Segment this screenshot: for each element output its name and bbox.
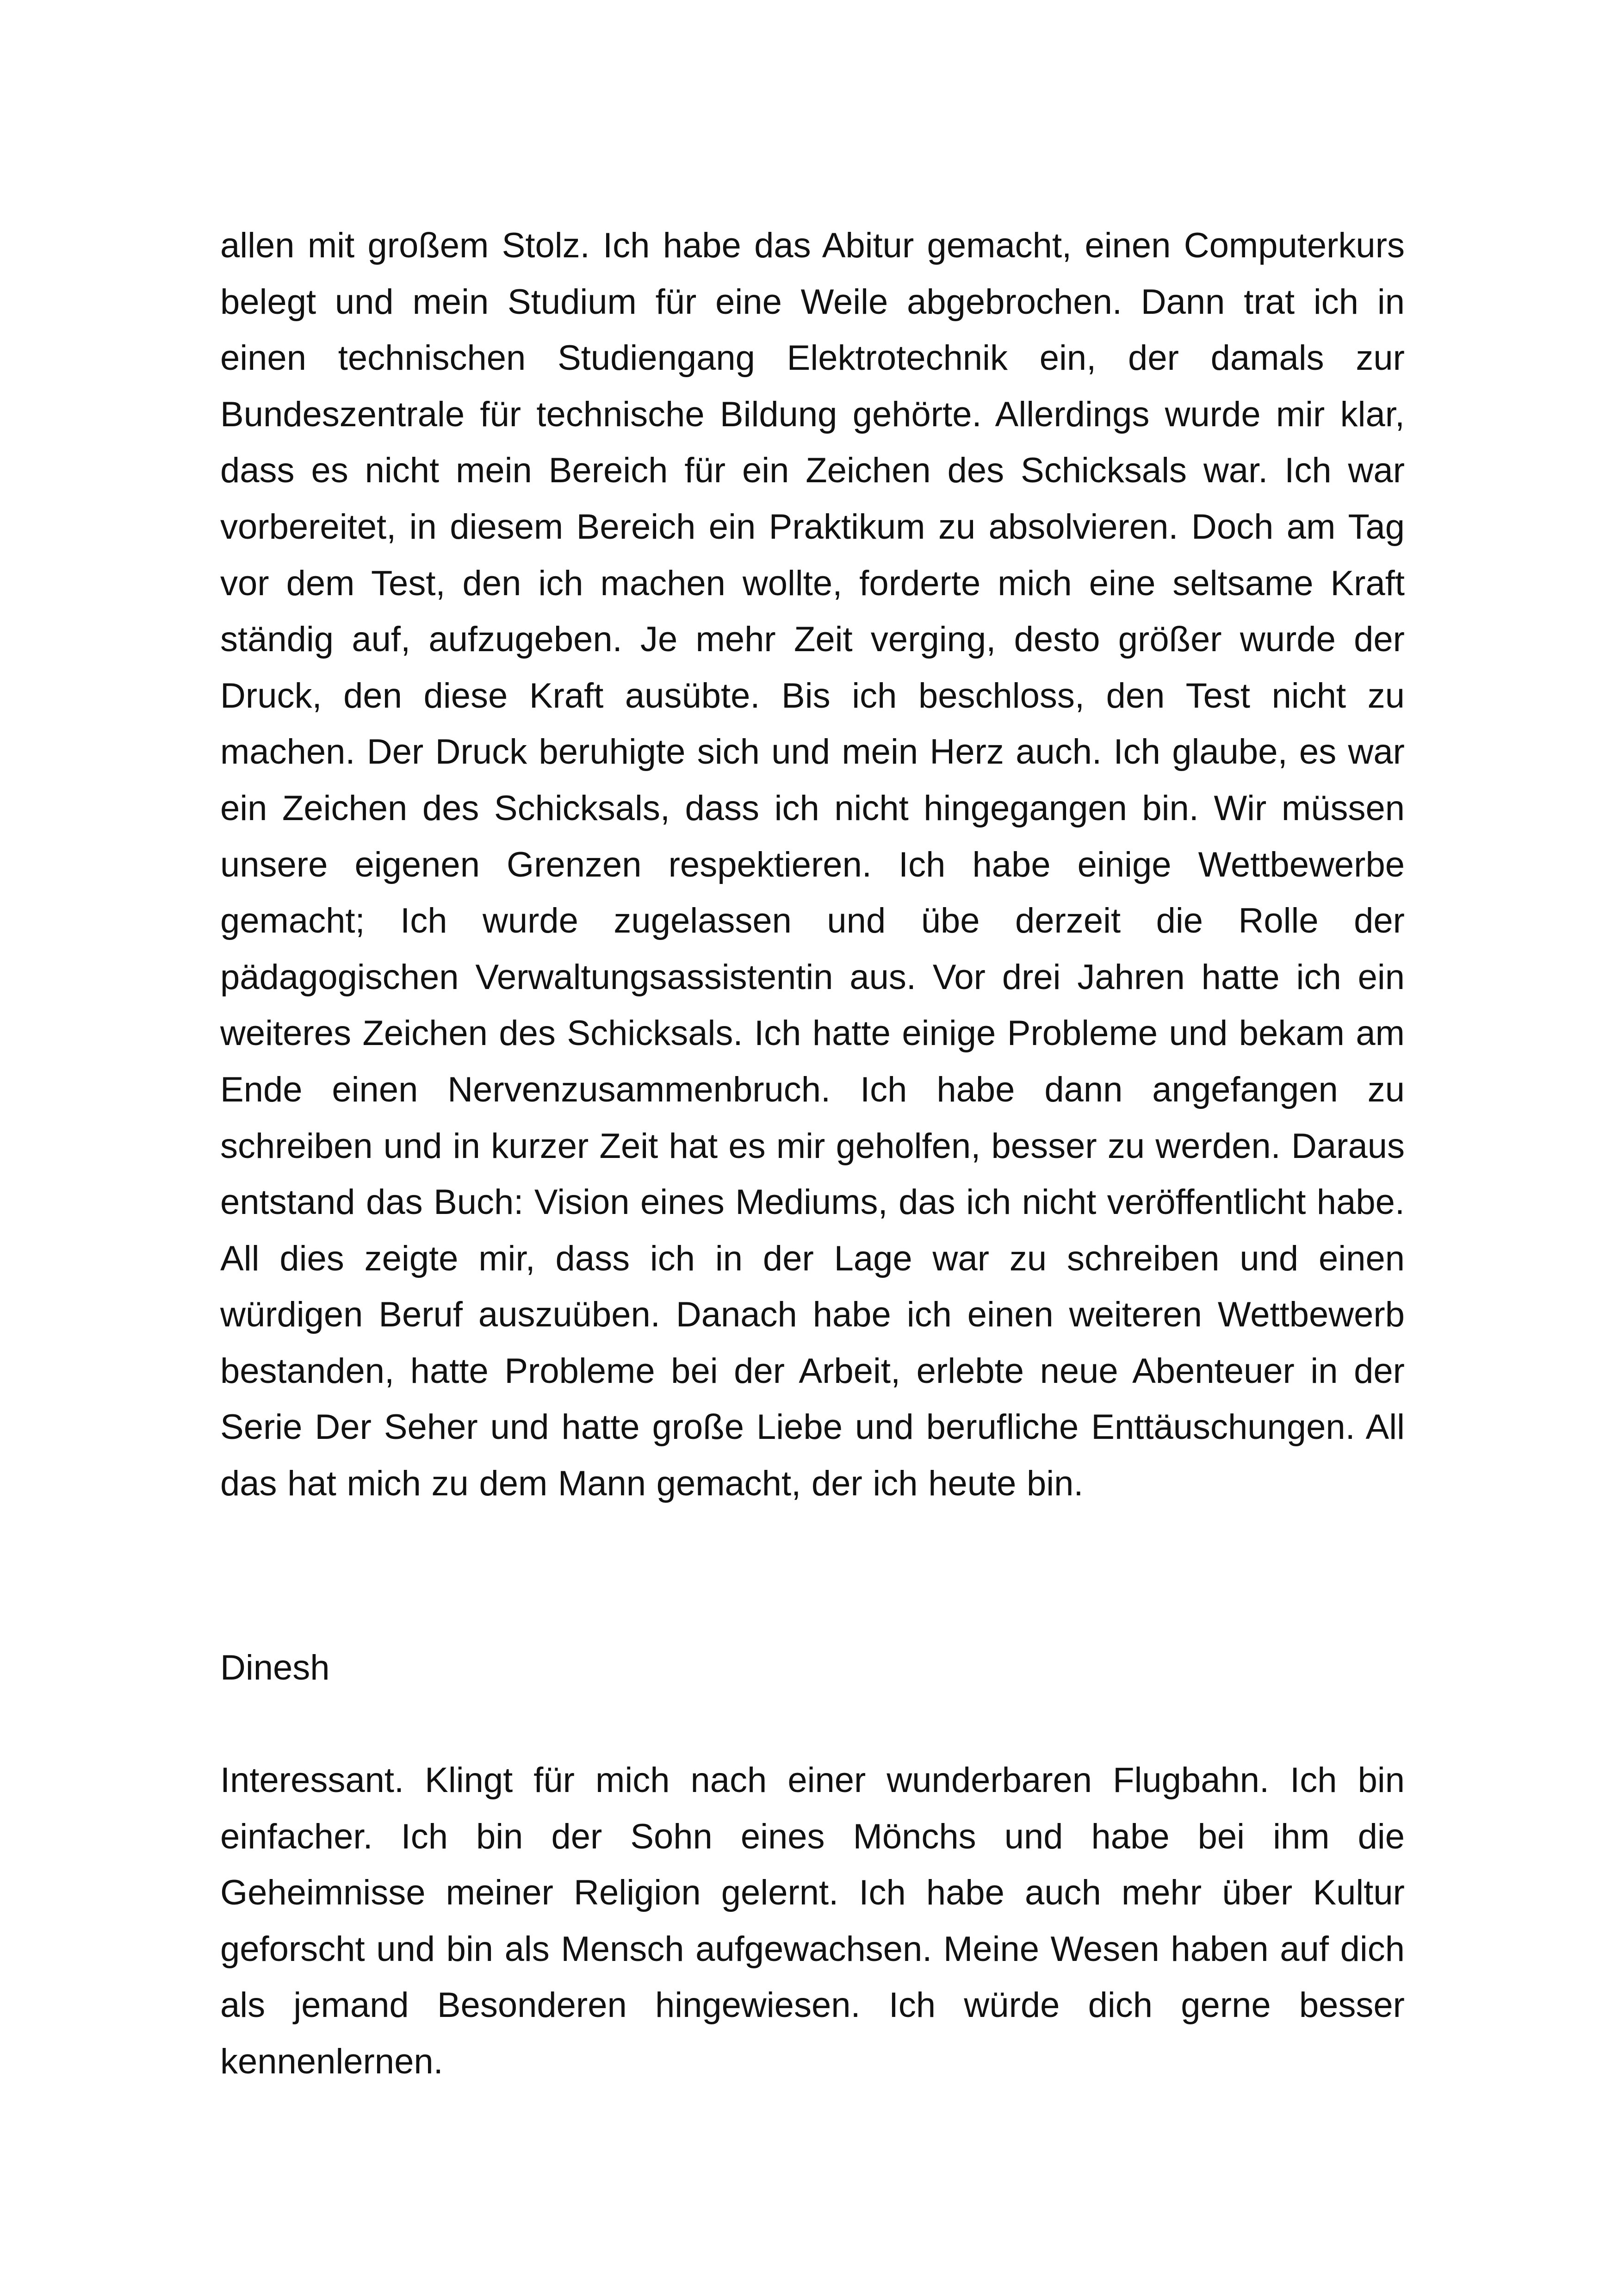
paragraph-text: Interessant. Klingt für mich nach einer wunderbaren Flugbahn. Ich bin einfacher. Ich bin der Sohn eines Mönchs und habe bei ihm die Geheimnisse meiner Religion gelernt. Ich habe auch mehr über Kultur geforscht und bin als Mensch aufgewachsen. Meine Wesen haben auf dich als jemand Besonderen hingewiesen. Ich würde dich gerne besser kennenlernen. (220, 1761, 1405, 2081)
reply-paragraph (220, 1752, 1405, 2090)
speaker-label: Dinesh (220, 1648, 330, 1687)
paragraph-text: allen mit großem Stolz. Ich habe das Abitur gemacht, einen Computerkurs belegt und mein Studium für eine Weile abgebrochen. Dann trat ich in einen technischen Studiengang Elektrotechnik ein, der damals zur Bundeszentrale für technische Bildung gehörte. Allerdings wurde mir klar, dass es nicht mein Bereich für ein Zeichen des Schicksals war. Ich war vorbereitet, in diesem Bereich ein Praktikum zu absolvieren. Doch am Tag vor dem Test, den ich machen wollte, forderte mich eine seltsame Kraft ständig auf, aufzugeben. Je mehr Zeit verging, desto größer wurde der Druck, den diese Kraft ausübte. Bis ich beschloss, den Test nicht zu machen. Der Druck beruhigte sich und mein Herz auch. Ich glaube, es war ein Zeichen des Schicksals, dass ich nicht hingegangen bin. Wir müssen unsere eigenen Grenzen respektieren. Ich habe einige Wettbewerbe gemacht; Ich wurde zugelassen und übe derzeit die Rolle der pädagogischen Verwaltungsassistentin aus. Vor drei Jahren hatte ich ein weiteres Zeichen des Schicksals. Ich hatte einige Probleme und bekam am Ende einen Nervenzusammenbruch. Ich habe dann angefangen zu schreiben und in kurzer Zeit hat es mir geholfen, besser zu werden. Daraus entstand das Buch: Vision eines Mediums, das ich nicht veröffentlicht habe. All dies zeigte mir, dass ich in der Lage war zu schreiben und einen würdigen Beruf auszuüben. Danach habe ich einen weiteren Wettbewerb bestanden, hatte Probleme bei der Arbeit, erlebte neue Abenteuer in der Serie Der Seher und hatte große Liebe und berufliche Enttäuschungen. All das hat mich zu dem Mann gemacht, der ich heute bin. (220, 226, 1405, 1504)
speaker-name (220, 1640, 1405, 1696)
narrative-paragraph (220, 218, 1405, 1512)
